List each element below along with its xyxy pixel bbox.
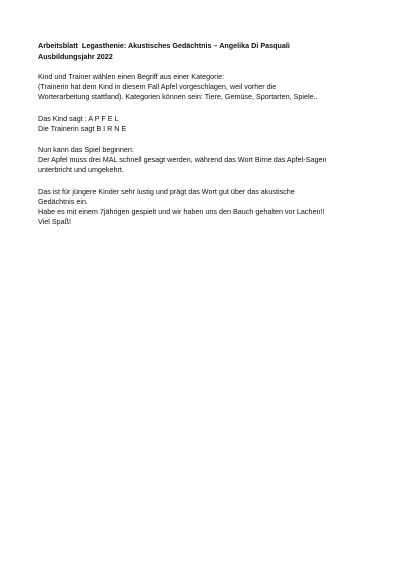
- text-line: Viel Spaß!: [38, 217, 72, 227]
- text-line: Das Kind sagt : A P F E L: [38, 113, 119, 123]
- document-subtitle-year: Ausbildungsjahr 2022: [38, 51, 113, 61]
- paragraph-words: [38, 114, 364, 134]
- text-line: unterbricht und umgekehrt.: [38, 165, 124, 175]
- paragraph-game-rules: [38, 145, 364, 176]
- text-line: Die Trainerin sagt B I R N E: [38, 123, 127, 133]
- text-line: (Trainerin hat dem Kind in diesem Fall Apfel vorgeschlagen, weil vorher die: [38, 82, 277, 92]
- text-line: Der Apfel muss drei MAL schnell gesagt werden, während das Wort Birne das Apfel-Sagen: [38, 155, 327, 165]
- paragraph-conclusion: [38, 187, 364, 228]
- text-line: Worterarbeitung stattfand). Kategorien können sein: Tiere, Gemüse, Sportarten, Spiele..: [38, 92, 318, 102]
- text-line: Gedächtnis ein.: [38, 196, 88, 206]
- document-header: [38, 41, 364, 62]
- document-title: Arbeitsblatt Legasthenie: Akustisches Gedächtnis – Angelika Di Pasquali: [38, 41, 290, 50]
- text-line: Nun kann das Spiel beginnen:: [38, 145, 134, 155]
- text-line: Das ist für jüngere Kinder sehr lustig und prägt das Wort gut über das akustische: [38, 186, 295, 196]
- text-line: Habe es mit einem 7jährigen gespielt und wir haben uns den Bauch gehalten vor Lachen!!: [38, 207, 325, 217]
- text-line: Kind und Trainer wählen einen Begriff aus einer Kategorie:: [38, 72, 225, 81]
- paragraph-instructions: [38, 72, 364, 103]
